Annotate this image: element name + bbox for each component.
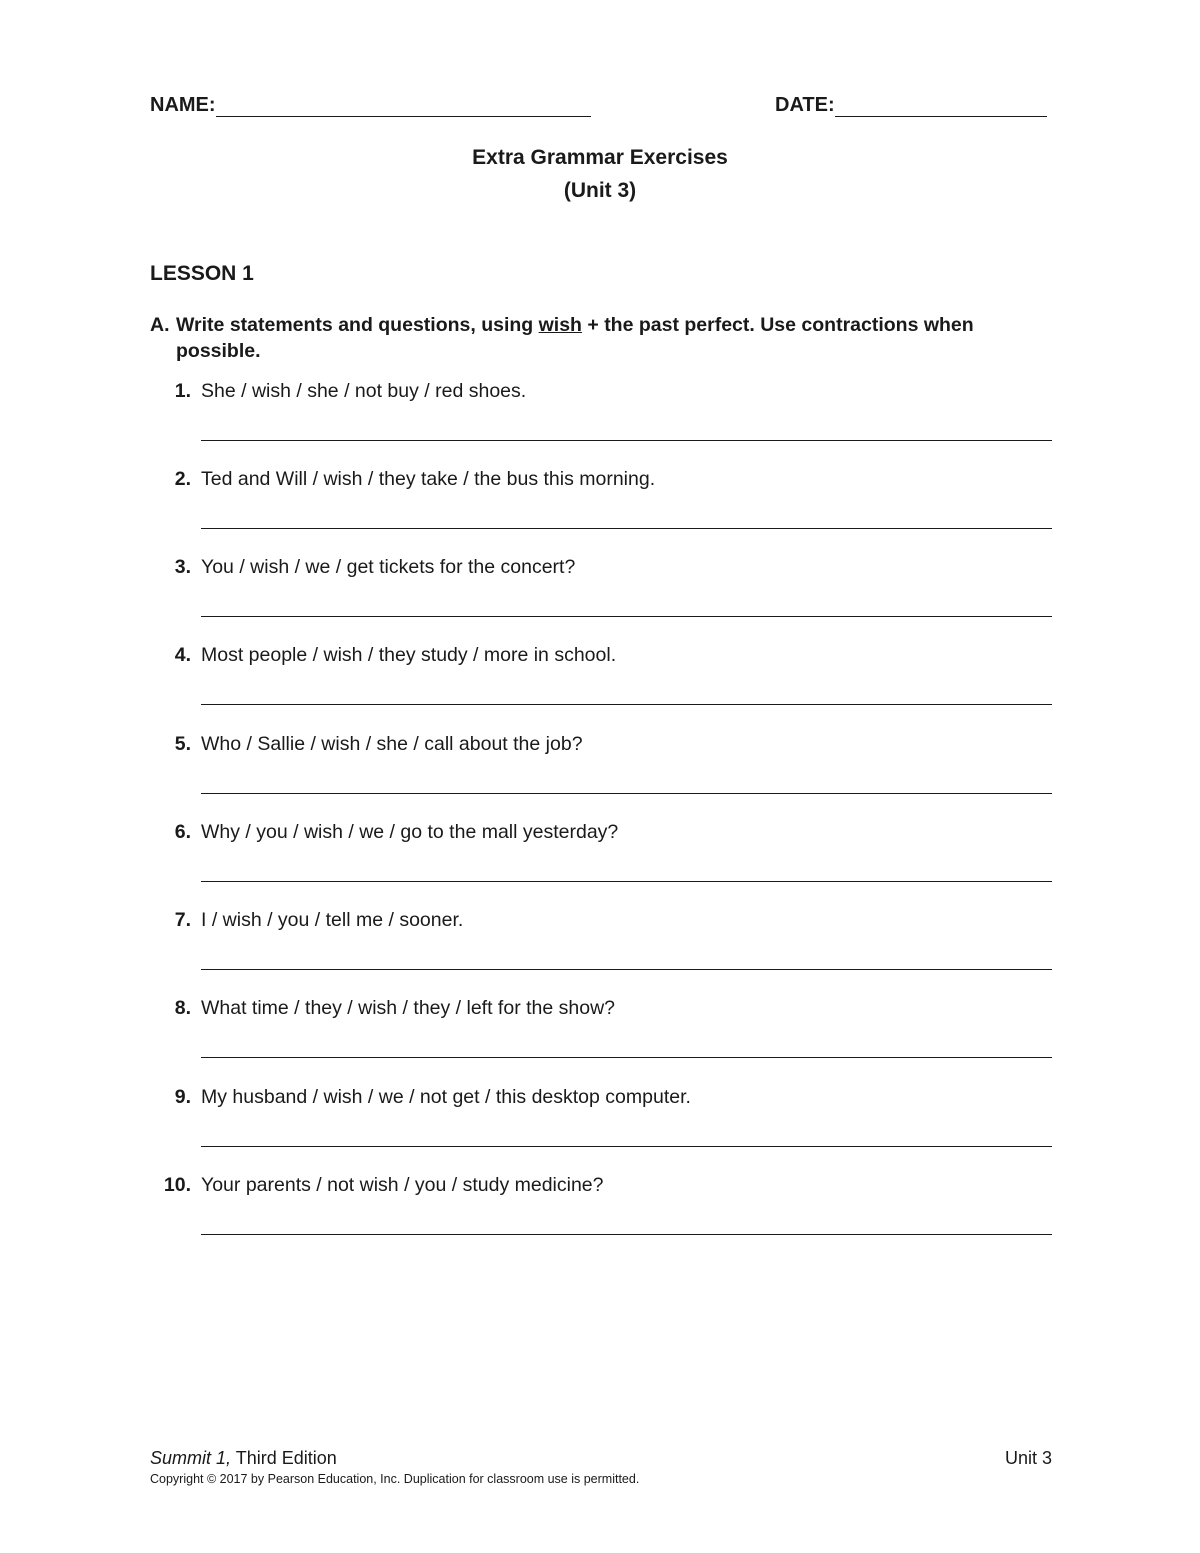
item-prompt: I / wish / you / tell me / sooner. xyxy=(201,909,464,931)
answer-line[interactable] xyxy=(201,704,1052,705)
date-label: DATE: xyxy=(775,94,835,116)
item-prompt: My husband / wish / we / not get / this desktop computer. xyxy=(201,1086,691,1108)
exercise-instruction xyxy=(150,312,1030,364)
lesson-heading: LESSON 1 xyxy=(150,262,254,285)
footer-edition: Third Edition xyxy=(231,1448,337,1468)
item-prompt: She / wish / she / not buy / red shoes. xyxy=(201,380,527,402)
date-field[interactable] xyxy=(775,94,1047,117)
page-title: Extra Grammar Exercises xyxy=(472,146,728,169)
exercise-item xyxy=(150,644,1052,732)
answer-line[interactable] xyxy=(201,1234,1052,1235)
answer-line[interactable] xyxy=(201,969,1052,970)
exercise-item xyxy=(150,909,1052,997)
item-number: 5. xyxy=(174,733,191,755)
date-blank-line[interactable] xyxy=(835,94,1047,117)
name-field[interactable] xyxy=(150,94,591,117)
item-prompt: Why / you / wish / we / go to the mall yesterday? xyxy=(201,821,619,843)
answer-line[interactable] xyxy=(201,793,1052,794)
instruction-before: Write statements and questions, using xyxy=(176,314,539,336)
item-number: 7. xyxy=(174,909,191,931)
item-prompt: You / wish / we / get tickets for the concert? xyxy=(201,556,576,578)
item-number: 1. xyxy=(174,380,191,402)
instruction-after: + the past perfect. Use contractions when possible. xyxy=(176,314,974,362)
answer-line[interactable] xyxy=(201,616,1052,617)
name-blank-line[interactable] xyxy=(216,94,591,117)
answer-line[interactable] xyxy=(201,881,1052,882)
exercise-item xyxy=(150,997,1052,1085)
item-number: 10. xyxy=(163,1174,191,1196)
exercise-item xyxy=(150,1086,1052,1174)
exercise-item xyxy=(150,821,1052,909)
exercise-item xyxy=(150,1174,1052,1262)
footer-book: Summit 1, xyxy=(150,1448,232,1468)
item-number: 4. xyxy=(174,644,191,666)
item-number: 8. xyxy=(174,997,191,1019)
footer-unit: Unit 3 xyxy=(1004,1448,1052,1468)
answer-line[interactable] xyxy=(201,528,1052,529)
item-prompt: Most people / wish / they study / more in school. xyxy=(201,644,617,666)
answer-line[interactable] xyxy=(201,1057,1052,1058)
exercise-item xyxy=(150,380,1052,468)
instruction-text xyxy=(150,312,1030,364)
footer-book-title xyxy=(150,1448,337,1469)
exercise-item xyxy=(150,556,1052,644)
item-number: 3. xyxy=(174,556,191,578)
item-prompt: Who / Sallie / wish / she / call about the job? xyxy=(201,733,583,755)
item-number: 6. xyxy=(174,821,191,843)
page-subtitle: (Unit 3) xyxy=(563,179,637,202)
item-number: 2. xyxy=(174,468,191,490)
item-prompt: Ted and Will / wish / they take / the bus this morning. xyxy=(201,468,656,490)
instruction-underlined: wish xyxy=(538,314,582,336)
answer-line[interactable] xyxy=(201,1146,1052,1147)
copyright-notice: Copyright © 2017 by Pearson Education, Inc. Duplication for classroom use is permitted. xyxy=(150,1472,640,1486)
answer-line[interactable] xyxy=(201,440,1052,441)
item-prompt: Your parents / not wish / you / study medicine? xyxy=(201,1174,604,1196)
exercise-item xyxy=(150,468,1052,556)
exercise-item xyxy=(150,733,1052,821)
exercise-label: A. xyxy=(150,314,170,336)
item-number: 9. xyxy=(174,1086,191,1108)
name-label: NAME: xyxy=(150,94,216,116)
item-prompt: What time / they / wish / they / left for the show? xyxy=(201,997,616,1019)
